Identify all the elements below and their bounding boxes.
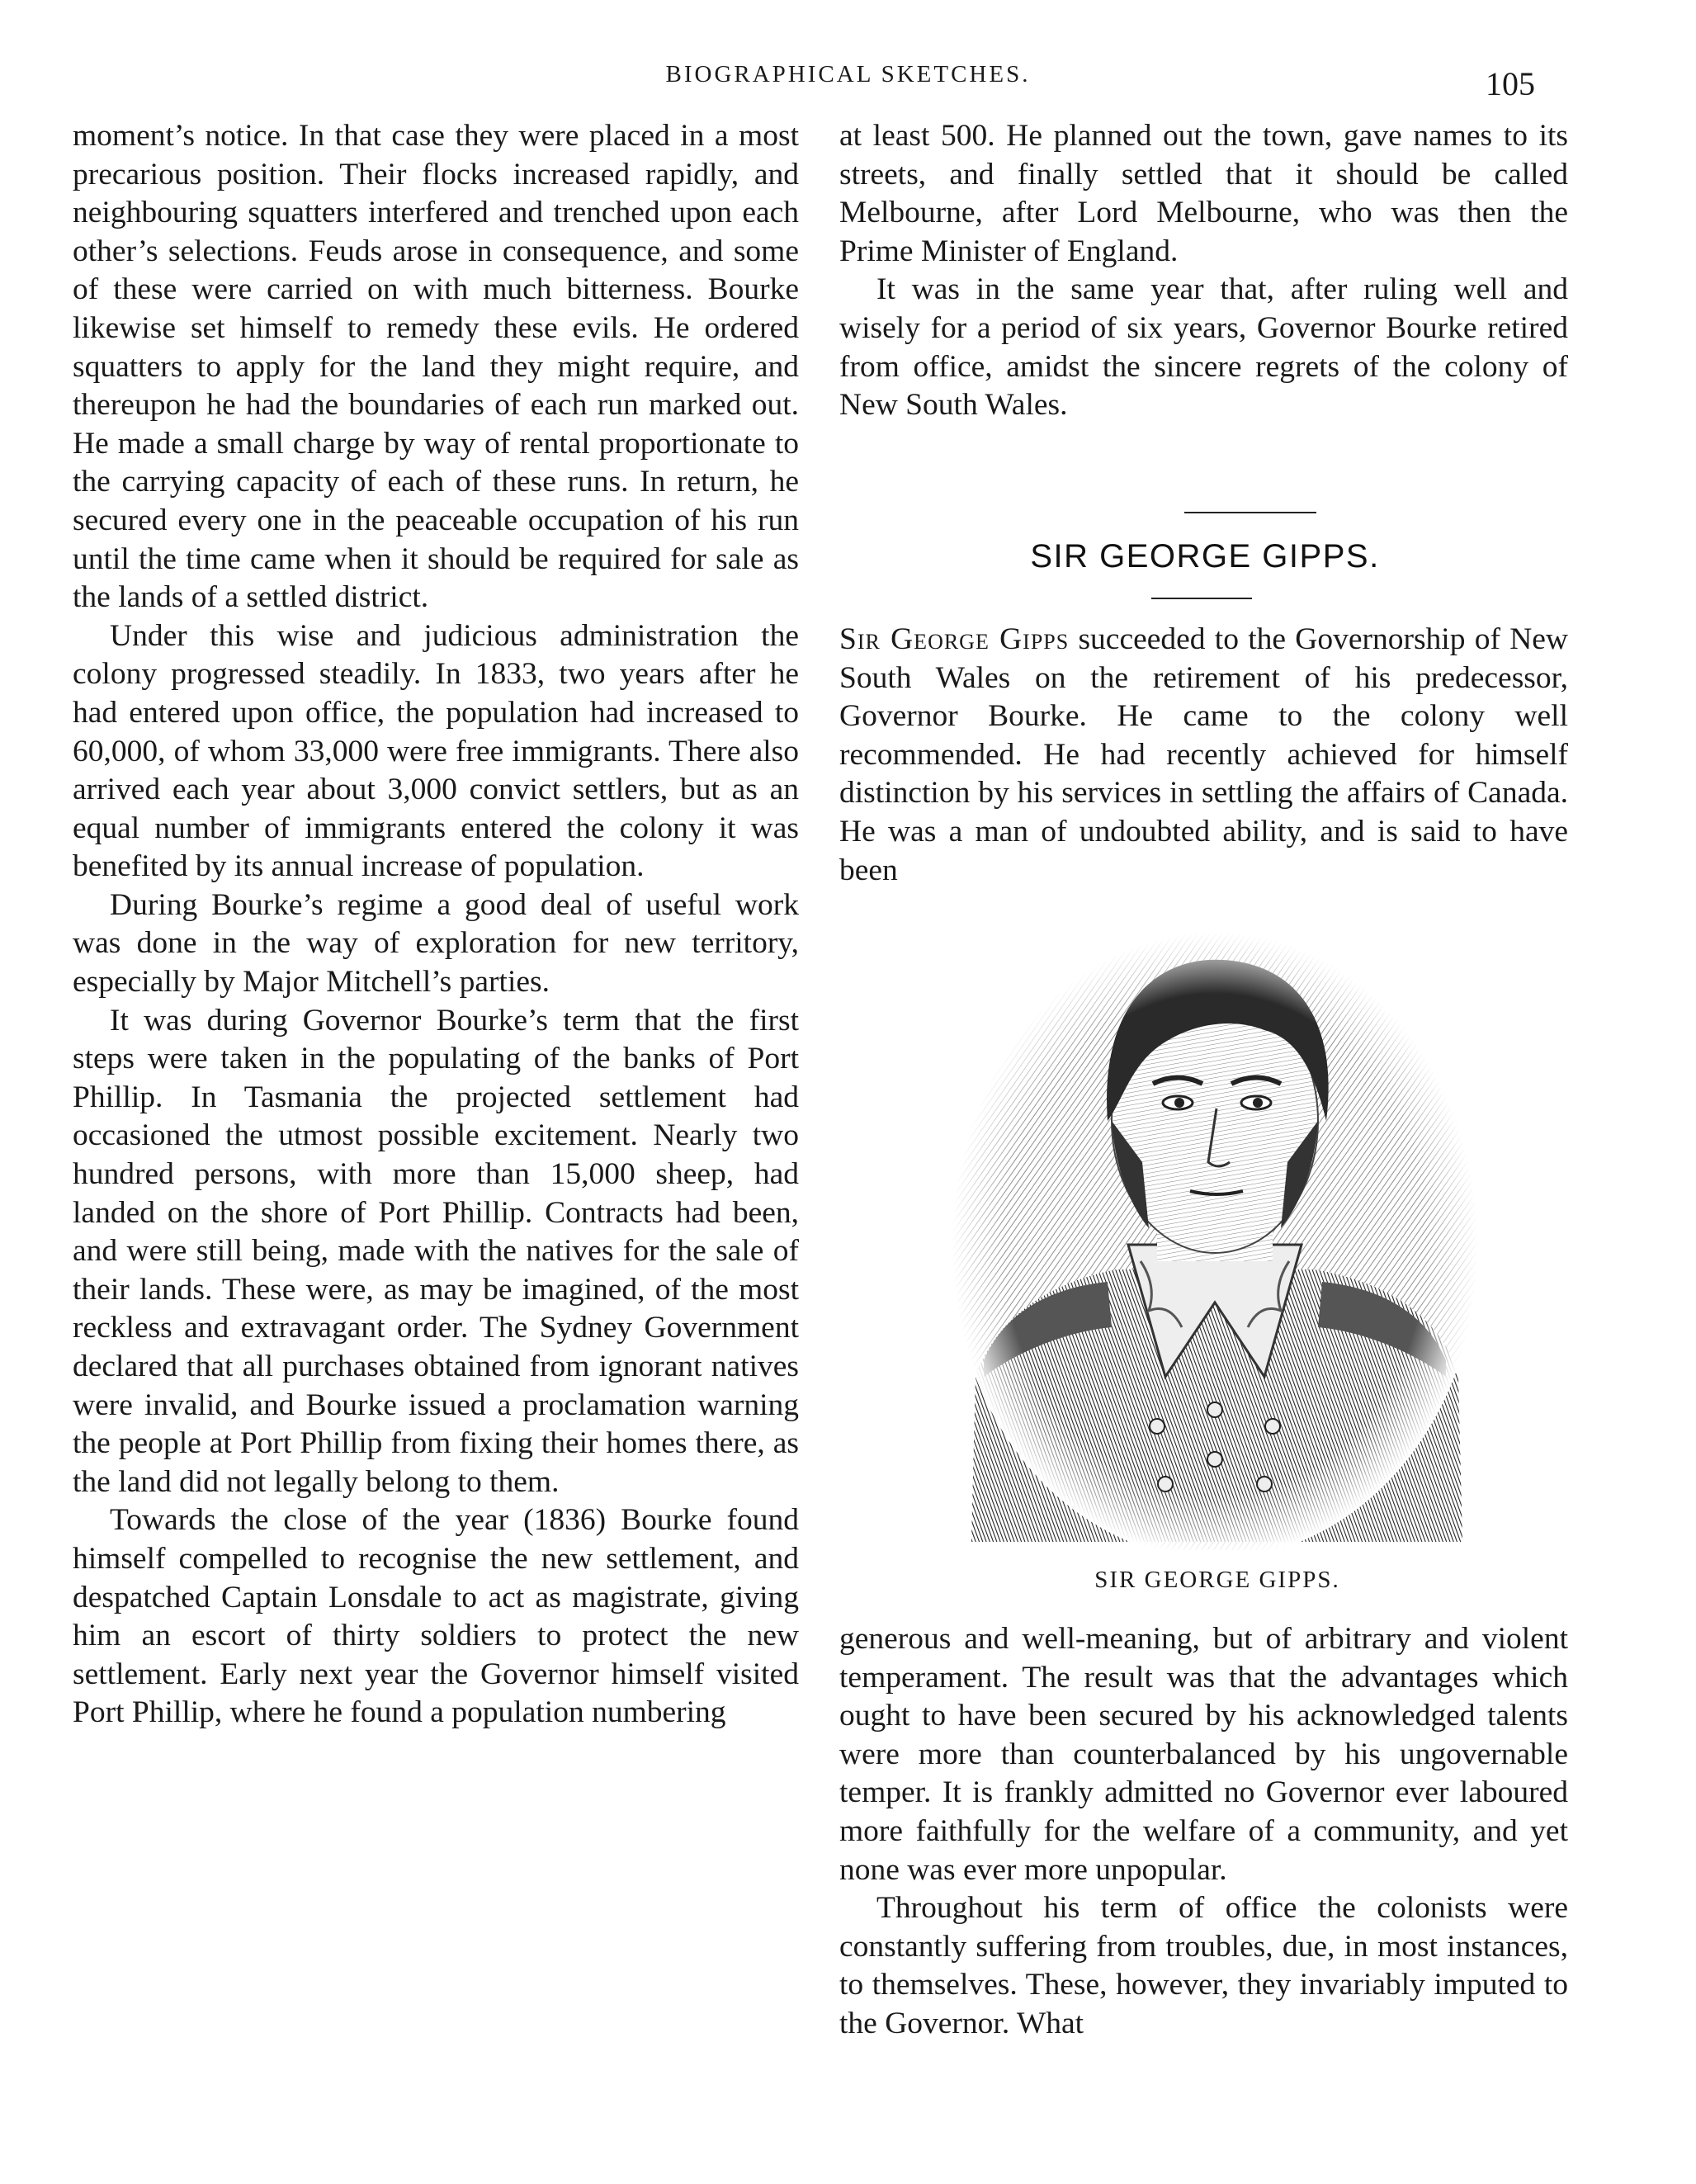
paragraph: Under this wise and judicious administration the colony progressed steadily. In 1833, two years after he had entered upon office, the population had increased to 60,000, of whom 33,000 were free immigrants. There also arrived each year about 3,000 convict settlers, but as an equal number of immigrants entered the colony it was benefited by its annual increase of population. <box>73 618 799 884</box>
left-column <box>73 117 799 1733</box>
right-column-bottom <box>839 1620 1568 2044</box>
lead-name: Sir George Gipps <box>839 622 1070 656</box>
paragraph: Towards the close of the year (1836) Bourke found himself compelled to recognise the new settlement, and despatched Captain Lonsdale to act as magistrate, giving him an escort of thirty soldiers to protect the new settlement. Early next year the Governor himself visited Port Phillip, where he found a population numbering <box>73 1503 799 1730</box>
paragraph: moment’s notice. In that case they were placed in a most precarious position. Their flocks increased rapidly, and neighbouring squatters interfered and trenched upon each other’s selections. Feuds arose in consequence, and some of these were carried on with much bitterness. Bourke likewise set himself to remedy these evils. He ordered squatters to apply for the land they might require, and thereupon he had the boundaries of each run marked out. He made a small charge by way of rental proportionate to the carrying capacity of each of these runs. In return, he secured every one in the peaceable occupation of his run until the time came when it should be required for sale as the lands of a settled district. <box>73 119 799 615</box>
section-intro <box>839 621 1568 890</box>
intro-paragraph <box>839 621 1568 890</box>
paragraph: It was in the same year that, after ruling well and wisely for a period of six years, Governor Bourke retired from office, amidst the sincere regrets of the colony of New South Wales. <box>839 272 1568 423</box>
intro-text: succeeded to the Governorship of New South Wales on the retirement of his predecessor, Governor Bourke. He came to the colony well recommended. He had recently achieved for himself distinction by his services in settling the affairs of Canada. He was a man of undoubted ability, and is said to have been <box>839 622 1568 887</box>
section-divider-top <box>1184 512 1316 513</box>
engraved-portrait-icon <box>951 915 1479 1550</box>
paragraph: During Bourke’s regime a good deal of useful work was done in the way of exploration for new territory, especially by Major Mitchell’s parties. <box>73 887 799 1000</box>
paragraph: generous and well-meaning, but of arbitrary and violent temperament. The result was that the advantages which ought to have been secured by his acknowledged talents were more than counterbalanced by his ungovernable temper. It is frankly admitted no Governor ever laboured more faithfully for the welfare of a community, and yet none was ever more unpopular. <box>839 1622 1568 1887</box>
paragraph: at least 500. He planned out the town, gave names to its streets, and finally settled that it should be called Melbourne, after Lord Melbourne, who was then the Prime Minister of England. <box>839 119 1568 268</box>
section-divider-bottom <box>1151 598 1252 599</box>
portrait-caption: SIR GEORGE GIPPS. <box>1094 1567 1340 1593</box>
running-title: BIOGRAPHICAL SKETCHES. <box>665 61 1031 87</box>
paragraph: Throughout his term of office the colonists were constantly suffering from troubles, due, in most instances, to themselves. These, however, they invariably imputed to the Governor. What <box>839 1891 1568 2040</box>
right-column-top <box>839 117 1568 425</box>
paragraph: It was during Governor Bourke’s term that the first steps were taken in the populating of the banks of Port Phillip. In Tasmania the projected settlement had occasioned the utmost possible excitement. Nearly two hundred persons, with more than 15,000 sheep, had landed on the shore of Port Phillip. Contracts had been, and were still being, made with the natives for the sale of their lands. These were, as may be imagined, of the most reckless and extravagant order. The Sydney Government declared that all purchases obtained from ignorant natives were invalid, and Bourke issued a proclamation warning the people at Port Phillip from fixing their homes there, as the land did not legally belong to them. <box>73 1003 799 1499</box>
section-heading: SIR GEORGE GIPPS. <box>1030 538 1380 574</box>
page-number: 105 <box>1486 65 1535 102</box>
portrait <box>951 915 1479 1550</box>
